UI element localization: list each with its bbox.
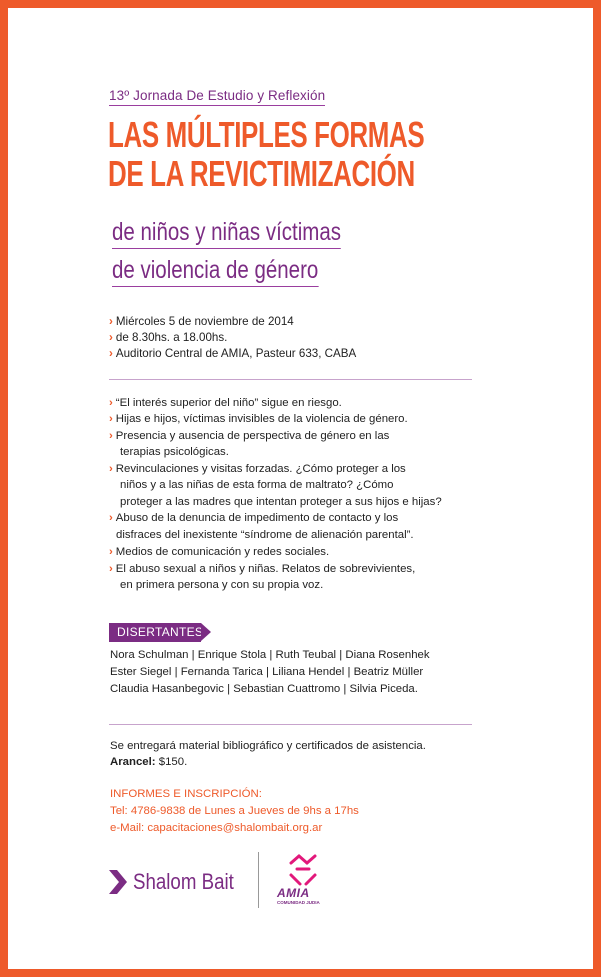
topic-item [109,561,415,577]
topic-item [109,544,329,560]
arrow-icon: › [109,430,113,442]
topic-text: Abuso de la denuncia de impedimento de contacto y los [115,512,399,524]
contact-phone: Tel: 4786-9838 de Lunes a Jueves de 9hs a 17hs [110,805,359,817]
topic-text: Hijas e hijos, víctimas invisibles de la violencia de género. [115,413,408,425]
event-date [109,314,294,330]
shalom-bait-logo [109,868,252,896]
topic-text: Presencia y ausencia de perspectiva de género en las [115,430,390,442]
amia-wordmark: AMIA [277,886,310,900]
event-time [109,330,227,346]
topic-text: El abuso sexual a niños y niñas. Relatos de sobrevivientes, [115,563,416,575]
fee-note [110,754,187,770]
topic-continuation: terapias psicológicas. [120,446,229,458]
topic-continuation: en primera persona y con su propia voz. [120,579,324,591]
topic-item [109,428,389,444]
logo-divider [258,852,259,908]
event-time-text: de 8.30hs. a 18.00hs. [115,331,228,344]
topic-continuation: proteger a las madres que intentan proteger a sus hijos e hijas? [120,496,442,508]
arrow-icon: › [109,563,113,575]
event-kicker [109,88,325,106]
material-note: Se entregará material bibliográfico y certificados de asistencia. [110,740,426,752]
title-line-2: DE LA REVICTIMIZACIÓN [108,153,415,194]
arrow-icon: › [109,397,113,409]
badge-arrow-icon [201,623,211,641]
contact-heading: INFORMES E INSCRIPCIÓN: [110,788,262,800]
topic-text: Medios de comunicación y redes sociales. [115,546,330,558]
arrow-icon: › [109,512,113,524]
subtitle-line-1: de niños y niñas víctimas [112,219,341,249]
contact-email[interactable]: e-Mail: capacitaciones@shalombait.org.ar [110,822,323,834]
topic-text: “El interés superior del niño” sigue en riesgo. [115,397,342,409]
arrow-icon: › [109,347,113,360]
fee-value: $150. [155,756,188,768]
topic-item [109,510,398,526]
event-place [109,346,356,362]
event-kicker-text: Jornada De Estudio y Reflexión [133,88,326,103]
event-date-text: Miércoles 5 de noviembre de 2014 [115,315,294,328]
title-line-1: LAS MÚLTIPLES FORMAS [108,114,425,155]
topic-item [109,411,408,427]
speakers-line-3: Claudia Hasanbegovic | Sebastian Cuattromo | Silvia Piceda. [110,683,418,695]
event-ordinal: 13º [109,88,130,103]
shalom-chevron-icon [109,870,127,894]
shalom-bait-name: Shalom Bait [133,869,234,894]
arrow-icon: › [109,331,113,344]
arrow-icon: › [109,463,113,475]
arrow-icon: › [109,413,113,425]
arrow-icon: › [109,315,113,328]
speakers-line-2: Ester Siegel | Fernanda Tarica | Liliana Hendel | Beatriz Müller [110,666,424,678]
fee-label: Arancel: [110,756,156,768]
amia-tagline: COMUNIDAD JUDIA [277,900,320,905]
topic-text: Revinculaciones y visitas forzadas. ¿Cómo proteger a los [115,463,406,475]
topic-continuation: niños y a las niñas de esta forma de maltrato? ¿Cómo [120,479,394,491]
topic-item [109,395,342,411]
speakers-badge: DISERTANTES [109,623,201,642]
divider [109,379,472,380]
speakers-line-1: Nora Schulman | Enrique Stola | Ruth Teubal | Diana Rosenhek [110,649,430,661]
divider [109,724,472,725]
topic-item [109,461,406,477]
subtitle-line-2: de violencia de género [112,257,318,287]
arrow-icon: › [109,546,113,558]
event-place-text: Auditorio Central de AMIA, Pasteur 633, CABA [115,347,357,360]
amia-star-icon [286,853,320,887]
topic-continuation: disfraces del inexistente “síndrome de alienación parental”. [116,529,414,541]
